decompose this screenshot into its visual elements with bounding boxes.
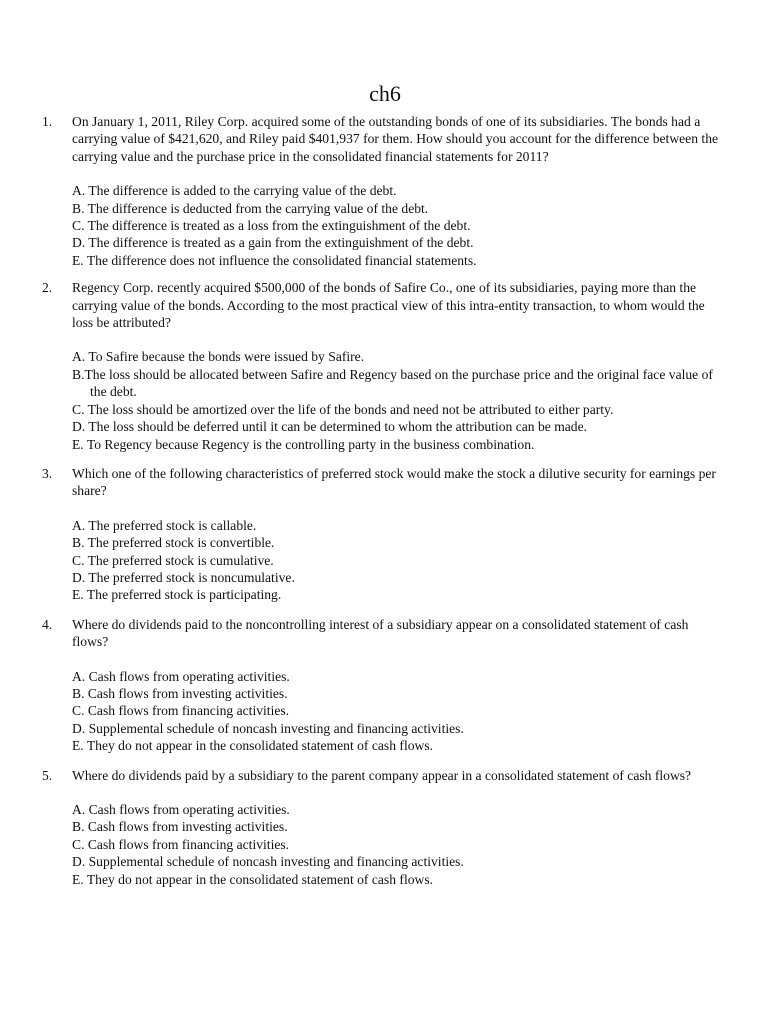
question-number: 4. (42, 616, 53, 632)
question-5 (42, 767, 728, 888)
question-2 (42, 279, 728, 453)
question-3 (42, 465, 728, 604)
question-text: On January 1, 2011, Riley Corp. acquired some of the outstanding bonds of one of its subsidiaries. The bonds had a carrying value of $421,620, and Riley paid $401,937 for them. How should you account for the difference between the carrying value and the purchase price in the consolidated financial statements for 2011? (72, 114, 719, 164)
answer-option-c: C. Cash flows from financing activities. (72, 703, 290, 719)
answer-option-b: B. Cash flows from investing activities. (72, 685, 288, 701)
question-text: Which one of the following characteristics of preferred stock would make the stock a dilutive security for earnings per share? (72, 465, 716, 499)
question-number: 1. (42, 114, 53, 129)
question-text: Where do dividends paid to the noncontrolling interest of a subsidiary appear on a consolidated statement of cash flows? (72, 616, 689, 650)
answer-option-b: B. The difference is deducted from the carrying value of the debt. (72, 200, 429, 216)
question-number: 3. (42, 465, 53, 481)
answer-option-c: C. Cash flows from financing activities. (72, 836, 290, 852)
question-text: Where do dividends paid by a subsidiary to the parent company appear in a consolidated statement of cash flows? (72, 767, 692, 783)
answer-options (72, 517, 728, 604)
answer-options (72, 668, 728, 755)
answer-option-b: B. Cash flows from investing activities. (72, 819, 288, 835)
answer-option-e: E. To Regency because Regency is the controlling party in the business combination. (72, 436, 535, 452)
answer-option-a: A. Cash flows from operating activities. (72, 802, 290, 817)
answer-option-a: A. The difference is added to the carrying value of the debt. (72, 183, 397, 199)
question-text: Regency Corp. recently acquired $500,000 of the bonds of Safire Co., one of its subsidiaries, paying more than the carrying value of the bonds. According to the most practical view of this intra-entity transaction, to whom would the loss be attributed? (72, 280, 705, 331)
answer-option-b: B.The loss should be allocated between Safire and Regency based on the purchase price and the original face value of the debt. (72, 366, 713, 400)
answer-option-e: E. They do not appear in the consolidated statement of cash flows. (72, 738, 434, 754)
answer-option-c: C. The loss should be amortized over the life of the bonds and need not be attributed to either party. (72, 401, 614, 417)
answer-options (72, 801, 728, 888)
question-number: 5. (42, 767, 53, 783)
answer-option-d: D. Supplemental schedule of noncash investing and financing activities. (72, 720, 464, 736)
page-title: ch6 (369, 81, 401, 106)
answer-option-d: D. The loss should be deferred until it can be determined to whom the attribution can be made. (72, 419, 588, 435)
answer-option-b: B. The preferred stock is convertible. (72, 535, 275, 551)
question-number: 2. (42, 280, 53, 296)
answer-options (72, 182, 728, 269)
answer-option-e: E. They do not appear in the consolidated statement of cash flows. (72, 871, 434, 887)
answer-option-c: C. The difference is treated as a loss from the extinguishment of the debt. (72, 218, 471, 234)
question-1 (42, 113, 728, 269)
answer-option-d: D. The preferred stock is noncumulative. (72, 569, 295, 585)
answer-option-c: C. The preferred stock is cumulative. (72, 552, 274, 568)
answer-option-d: D. The difference is treated as a gain from the extinguishment of the debt. (72, 235, 474, 251)
question-4 (42, 616, 728, 755)
answer-option-a: A. To Safire because the bonds were issued by Safire. (72, 349, 365, 365)
answer-option-e: E. The difference does not influence the consolidated financial statements. (72, 252, 477, 268)
answer-option-a: A. The preferred stock is callable. (72, 517, 257, 533)
answer-option-e: E. The preferred stock is participating. (72, 587, 282, 603)
answer-options (72, 348, 728, 452)
answer-option-a: A. Cash flows from operating activities. (72, 668, 290, 684)
answer-option-d: D. Supplemental schedule of noncash investing and financing activities. (72, 854, 464, 870)
